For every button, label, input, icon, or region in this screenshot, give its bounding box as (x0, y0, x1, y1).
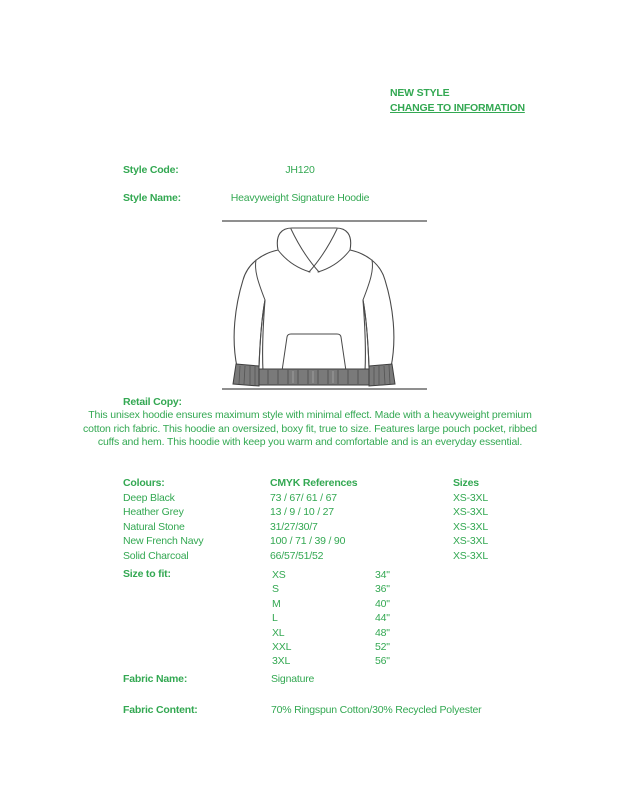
retail-copy-text: This unisex hoodie ensures maximum style with minimal effect. Made with a heavyweight premium cotton rich fabric. This hoodie an oversized, boxy fit, true to size. Features large pouch pocket, ribbed cuffs and hem. This hoodie with keep you warm and comfortable and is an everyday essential. (83, 409, 537, 449)
colour-sizes: XS-3XL (453, 535, 488, 547)
colour-row (0, 520, 618, 535)
style-code-value: JH120 (285, 164, 315, 176)
size-row (0, 597, 618, 611)
size-chest: 36" (375, 583, 390, 596)
size-chest: 52" (375, 640, 390, 653)
colour-row (0, 505, 618, 520)
size-to-fit-label: Size to fit: (123, 568, 171, 580)
colour-row (0, 549, 618, 564)
colour-name: Deep Black (123, 491, 175, 504)
colour-sizes: XS-3XL (453, 520, 488, 533)
size-name: S (272, 583, 279, 596)
colours-header: Colours: (123, 477, 165, 489)
colour-sizes: XS-3XL (453, 549, 488, 562)
colour-cmyk: 100 / 71 / 39 / 90 (270, 535, 346, 547)
size-chest: 56" (375, 655, 390, 668)
colour-sizes: XS-3XL (453, 491, 488, 504)
colour-cmyk: 31/27/30/7 (270, 520, 318, 533)
colours-table-header (0, 476, 618, 491)
size-row (0, 568, 618, 582)
colour-row (0, 534, 618, 549)
size-name: XL (272, 626, 285, 639)
ribbed-hem (258, 369, 370, 385)
size-row (0, 611, 618, 625)
size-name: M (272, 597, 281, 610)
fabric-name-value: Signature (271, 673, 315, 685)
colour-name: New French Navy (123, 535, 204, 547)
style-name-value: Heavyweight Signature Hoodie (230, 192, 370, 204)
sizes-header: Sizes (453, 477, 479, 489)
size-row (0, 640, 618, 654)
size-name: XS (272, 569, 286, 581)
colour-name: Heather Grey (123, 506, 184, 518)
size-chest: 44" (375, 612, 390, 625)
colour-sizes: XS-3XL (453, 506, 488, 518)
colour-cmyk: 13 / 9 / 10 / 27 (270, 506, 334, 518)
size-chest: 40" (375, 597, 390, 610)
new-style-label: NEW STYLE (390, 87, 450, 99)
size-chest: 34" (375, 569, 390, 581)
colour-row (0, 491, 618, 506)
retail-copy-label: Retail Copy: (123, 396, 182, 408)
hoodie-flat-sketch-icon (222, 220, 427, 390)
size-name: 3XL (272, 655, 291, 668)
size-row (0, 626, 618, 640)
fabric-content-label: Fabric Content: (123, 704, 198, 716)
status-note (390, 86, 525, 116)
cmyk-references-header: CMYK References (270, 477, 358, 489)
colours-table (0, 476, 618, 563)
colour-name: Natural Stone (123, 520, 185, 533)
size-chest: 48" (375, 626, 390, 639)
colour-cmyk: 66/57/51/52 (270, 549, 324, 562)
fabric-content-value: 70% Ringspun Cotton/30% Recycled Polyester (271, 704, 482, 716)
size-row (0, 582, 618, 596)
size-name: L (272, 612, 278, 625)
size-to-fit-table (0, 568, 618, 669)
colour-cmyk: 73 / 67/ 61 / 67 (270, 491, 337, 504)
style-name-label: Style Name: (123, 192, 181, 204)
colour-name: Solid Charcoal (123, 549, 189, 562)
size-name: XXL (272, 640, 292, 653)
change-to-information-label: CHANGE TO INFORMATION (390, 102, 525, 114)
fabric-name-label: Fabric Name: (123, 673, 188, 685)
size-row (0, 654, 618, 668)
style-code-label: Style Code: (123, 164, 179, 176)
